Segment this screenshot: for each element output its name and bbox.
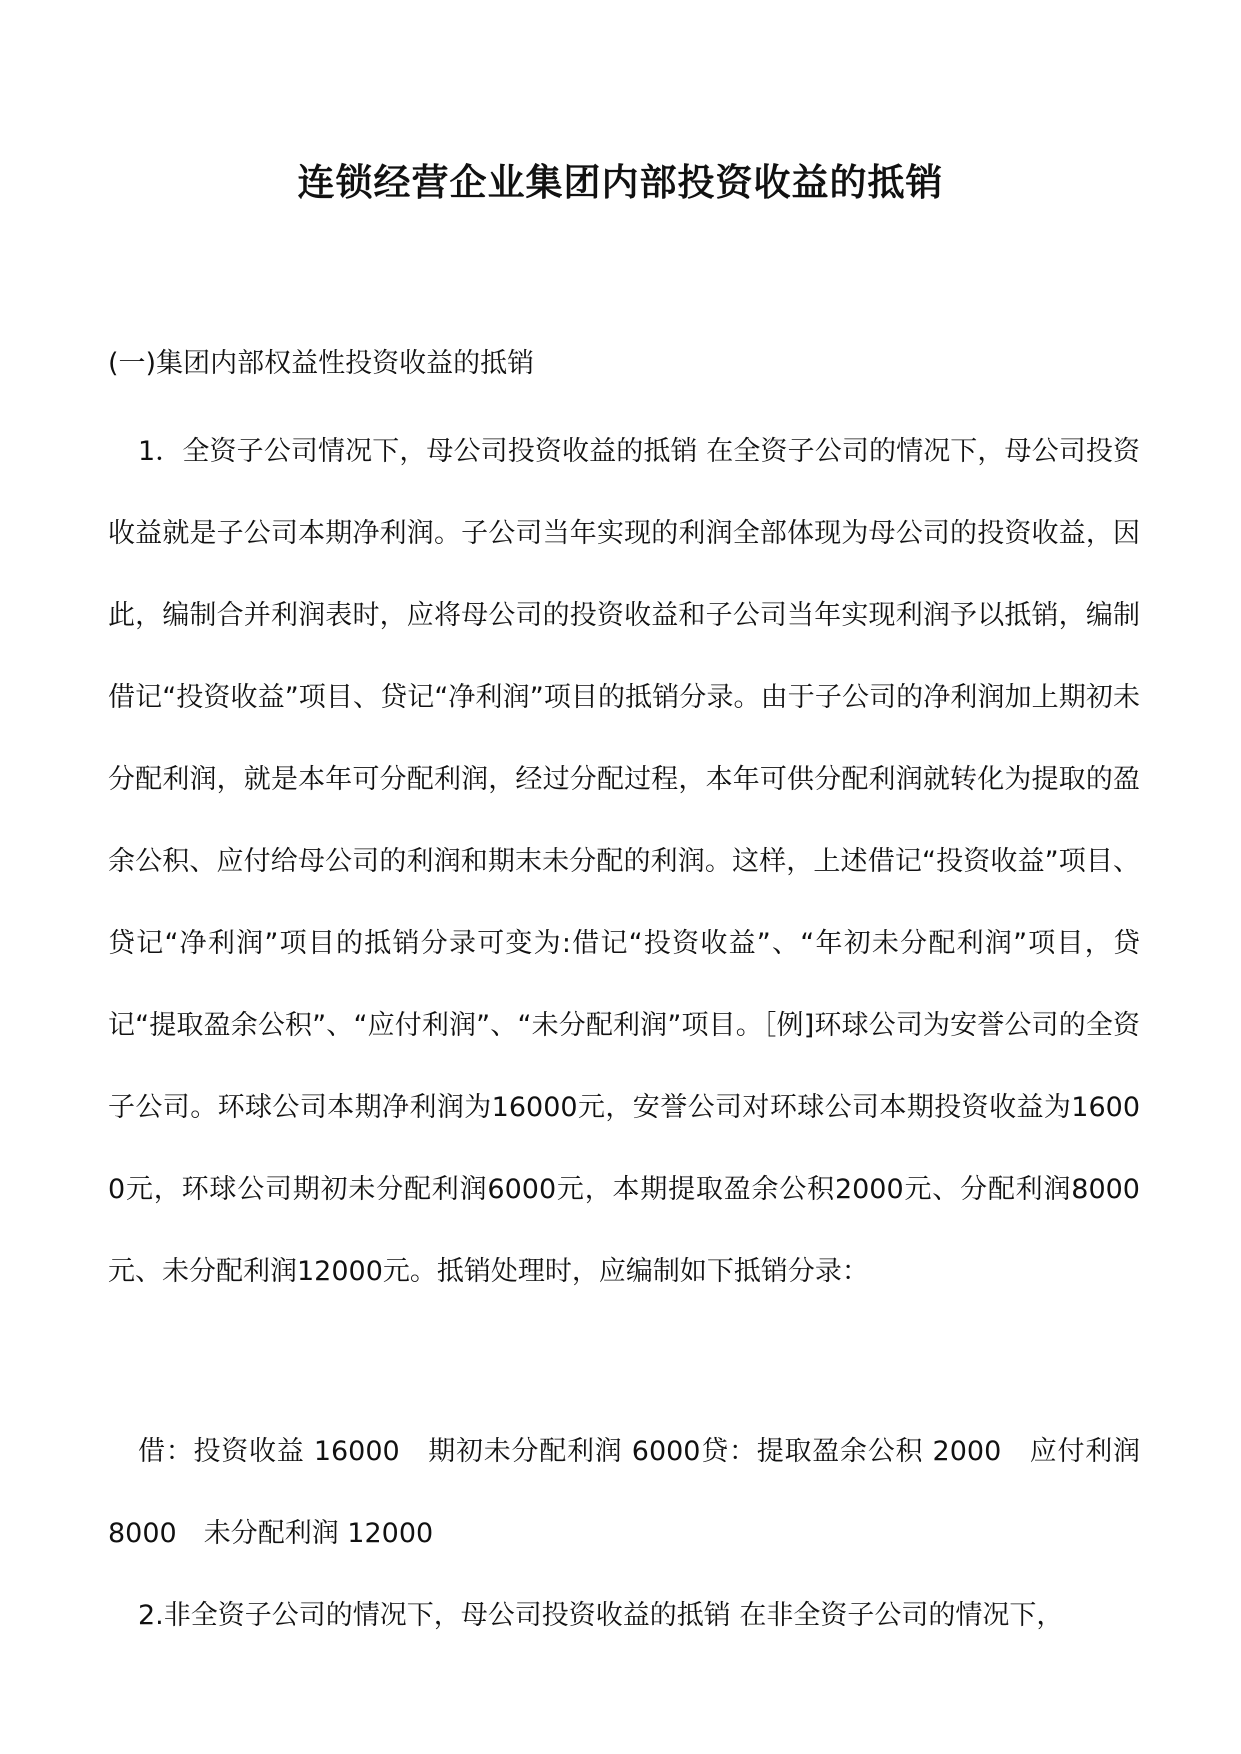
section-heading: (一)集团内部权益性投资收益的抵销 bbox=[108, 348, 535, 379]
paragraph-1: 1．全资子公司情况下，母公司投资收益的抵销 在全资子公司的情况下，母公司投资收益就是子公司本期净利润。子公司当年实现的利润全部体现为母公司的投资收益，因此，编制合并利润表时，应将母公司的投资收益和子公司当年实现利润予以抵销，编制借记“投资收益”项目、贷记“净利润”项目的抵销分录。由于子公司的净利润加上期初未分配利润，就是本年可分配利润，经过分配过程，本年可供分配利润就转化为提取的盈余公积、应付给母公司的利润和期末未分配的利润。这样，上述借记“投资收益”项目、贷记“净利润”项目的抵销分录可变为:借记“投资收益”、“年初未分配利润”项目，贷记“提取盈余公积”、“应付利润”、“未分配利润”项目。［例]环球公司为安誉公司的全资子公司。环球公司本期净利润为16000元，安誉公司对环球公司本期投资收益为16000元，环球公司期初未分配利润6000元，本期提取盈余公积2000元、分配利润8000元、未分配利润12000元。抵销处理时，应编制如下抵销分录： bbox=[108, 436, 1140, 1287]
paragraph-2: 借：投资收益 16000 期初未分配利润 6000贷：提取盈余公积 2000 应付利润 8000 未分配利润 12000 bbox=[108, 1436, 1140, 1549]
document-title: 连锁经营企业集团内部投资收益的抵销 bbox=[297, 160, 944, 204]
paragraph-3: 2.非全资子公司的情况下，母公司投资收益的抵销 在非全资子公司的情况下， bbox=[138, 1600, 1064, 1631]
